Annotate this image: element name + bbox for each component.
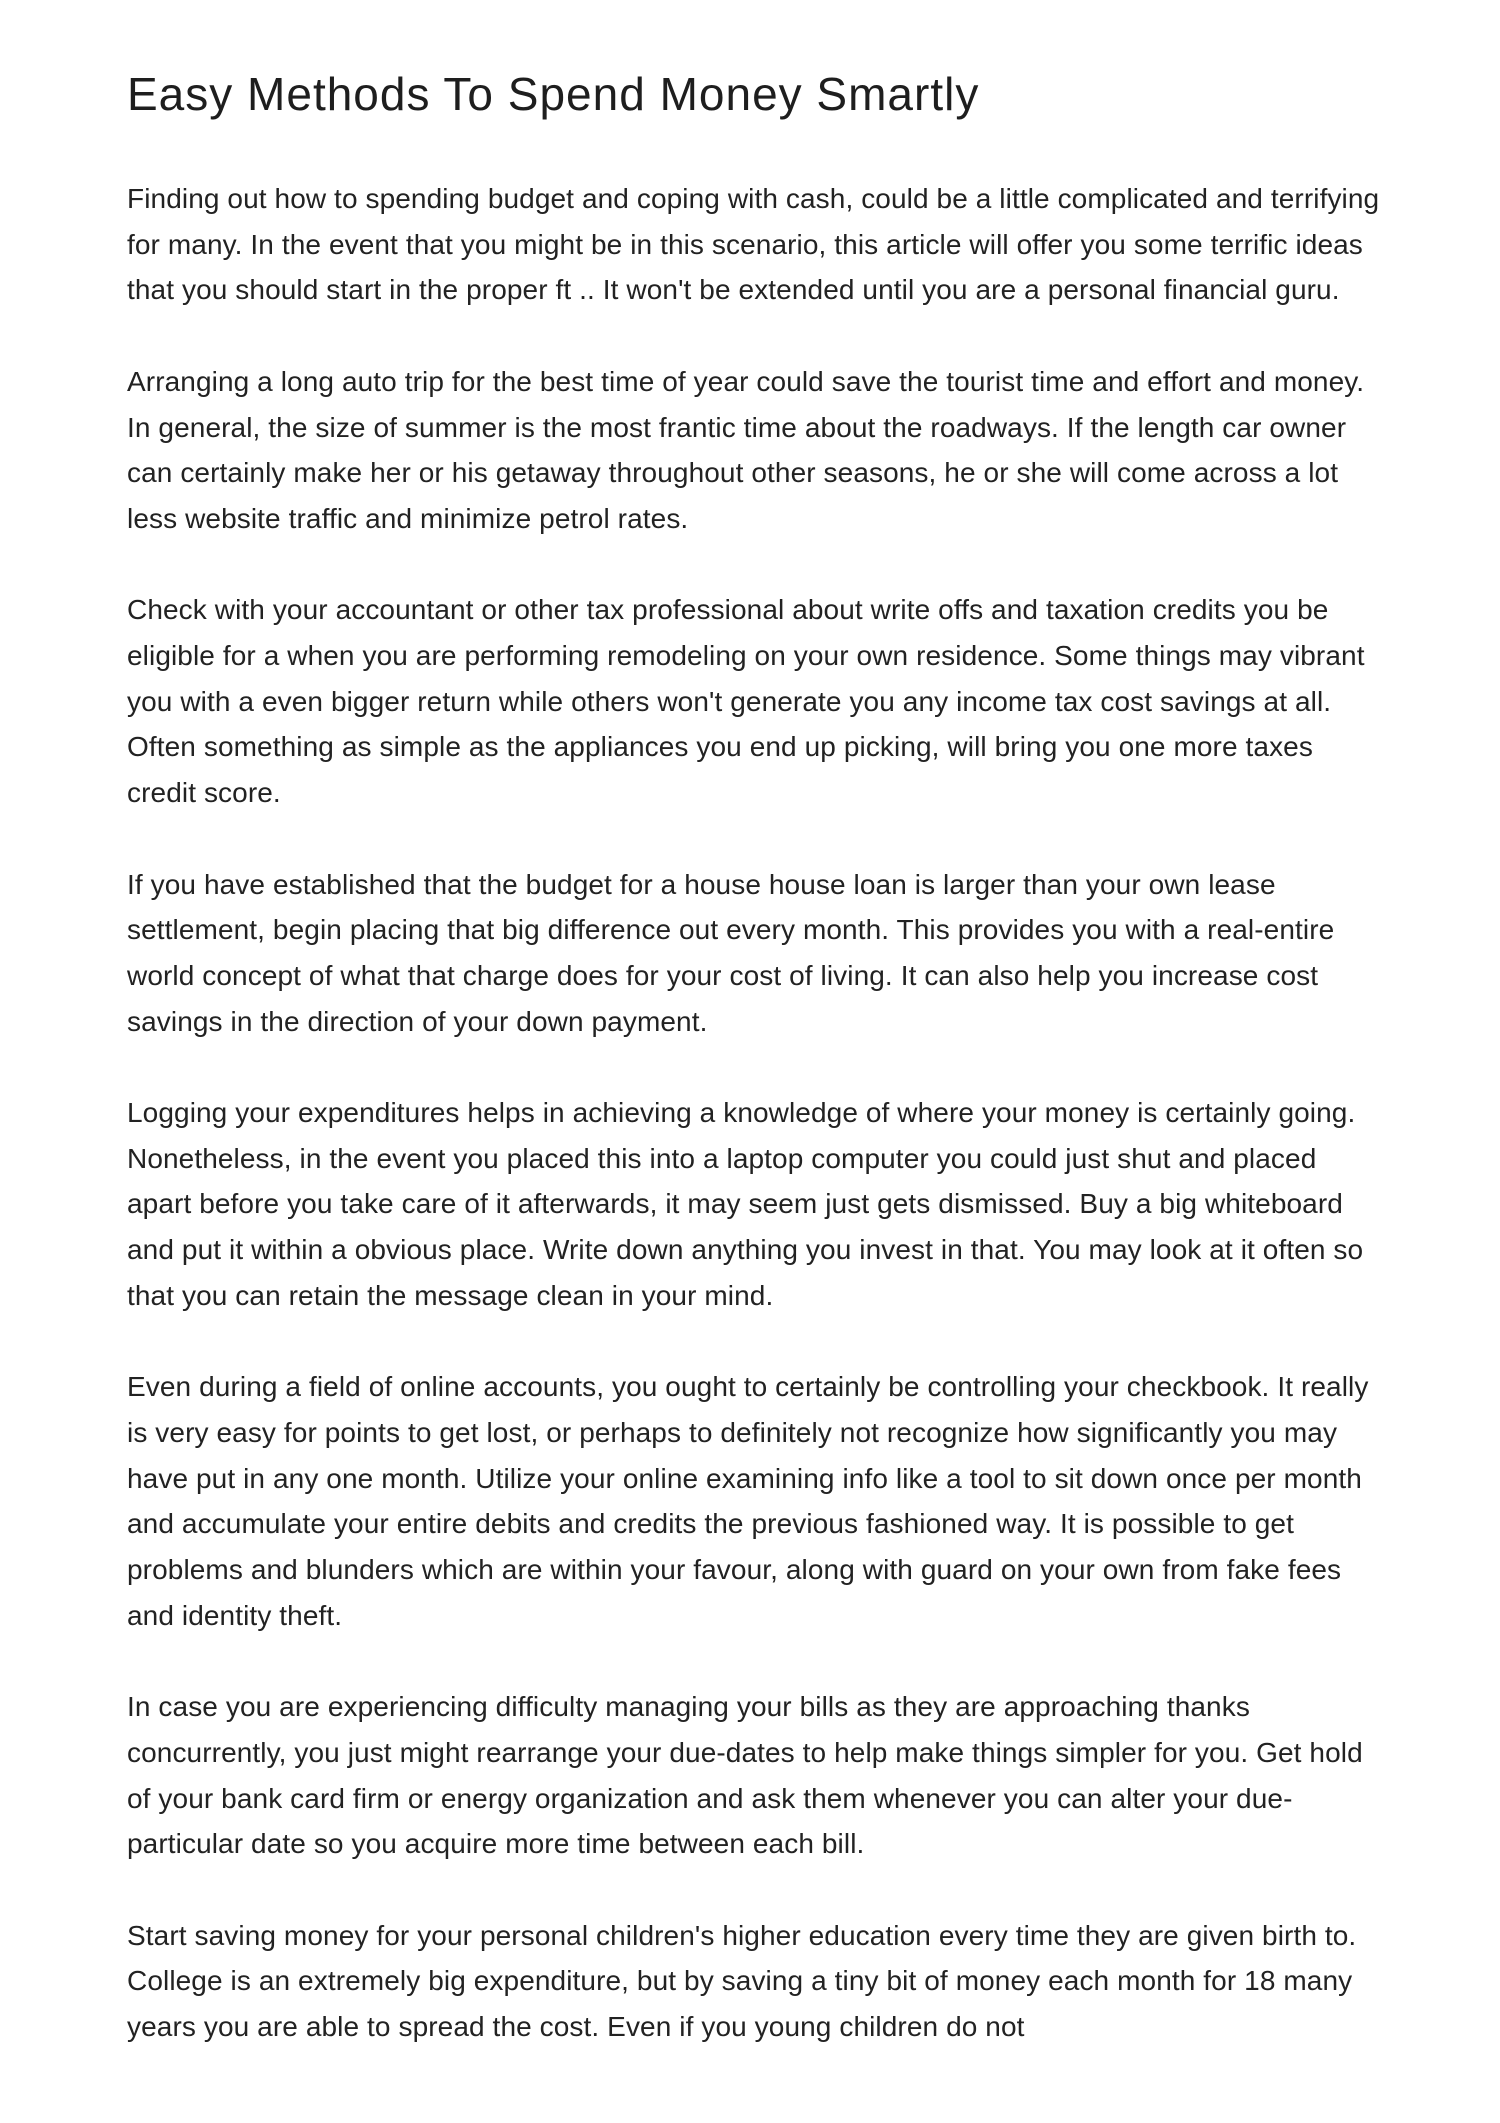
- paragraph-3: Check with your accountant or other tax professional about write offs and taxation credits you be eligible for a when you are performing remodeling on your own residence. Some things may vibrant you with a even bigger return while others won't generate you any income tax cost savings at all. Often something as simple as the appliances you end up picking, will bring you one more taxes credit score.: [127, 594, 1365, 809]
- document-page: [127, 62, 1387, 2095]
- paragraph-8: Start saving money for your personal children's higher education every time they are given birth to. College is an extremely big expenditure, but by saving a tiny bit of money each month for 18 many years you are able to spread the cost. Even if you young children do not: [127, 1919, 1357, 2043]
- paragraph-5: Logging your expenditures helps in achieving a knowledge of where your money is certainly going. Nonetheless, in the event you placed this into a laptop computer you could just shut and placed apart before you take care of it afterwards, it may seem just gets dismissed. Buy a big whiteboard and put it within a obvious place. Write down anything you invest in that. You may look at it often so that you can retain the message clean in your mind.: [127, 1097, 1364, 1311]
- paragraph-4: If you have established that the budget for a house house loan is larger than your own lease settlement, begin placing that big difference out every month. This provides you with a real-entire world concept of what that charge does for your cost of living. It can also help you increase cost savings in the direction of your down payment.: [127, 868, 1335, 1037]
- paragraph-6: Even during a field of online accounts, you ought to certainly be controlling your checkbook. It really is very easy for points to get lost, or perhaps to definitely not recognize how significantly you may have put in any one month. Utilize your online examining info like a tool to sit down once per month and accumulate your entire debits and credits the previous fashioned way. It is possible to get problems and blunders which are within your favour, along with guard on your own from fake fees and identity theft.: [127, 1371, 1369, 1631]
- paragraph-2: Arranging a long auto trip for the best time of year could save the tourist time and effort and money. In general, the size of summer is the most frantic time about the roadways. If the length car owner can certainly make her or his getaway throughout other seasons, he or she will come across a lot less website traffic and minimize petrol rates.: [127, 365, 1365, 534]
- paragraph-7: In case you are experiencing difficulty managing your bills as they are approaching thanks concurrently, you just might rearrange your due-dates to help make things simpler for you. Get hold of your bank card firm or energy organization and ask them whenever you can alter your due-particular date so you acquire more time between each bill.: [127, 1691, 1363, 1860]
- paragraph-1: Finding out how to spending budget and coping with cash, could be a little complicated and terrifying for many. In the event that you might be in this scenario, this article will offer you some terrific ideas that you should start in the proper ft .. It won't be extended until you are a personal financial guru.: [127, 183, 1380, 306]
- document-title: Easy Methods To Spend Money Smartly: [127, 68, 980, 120]
